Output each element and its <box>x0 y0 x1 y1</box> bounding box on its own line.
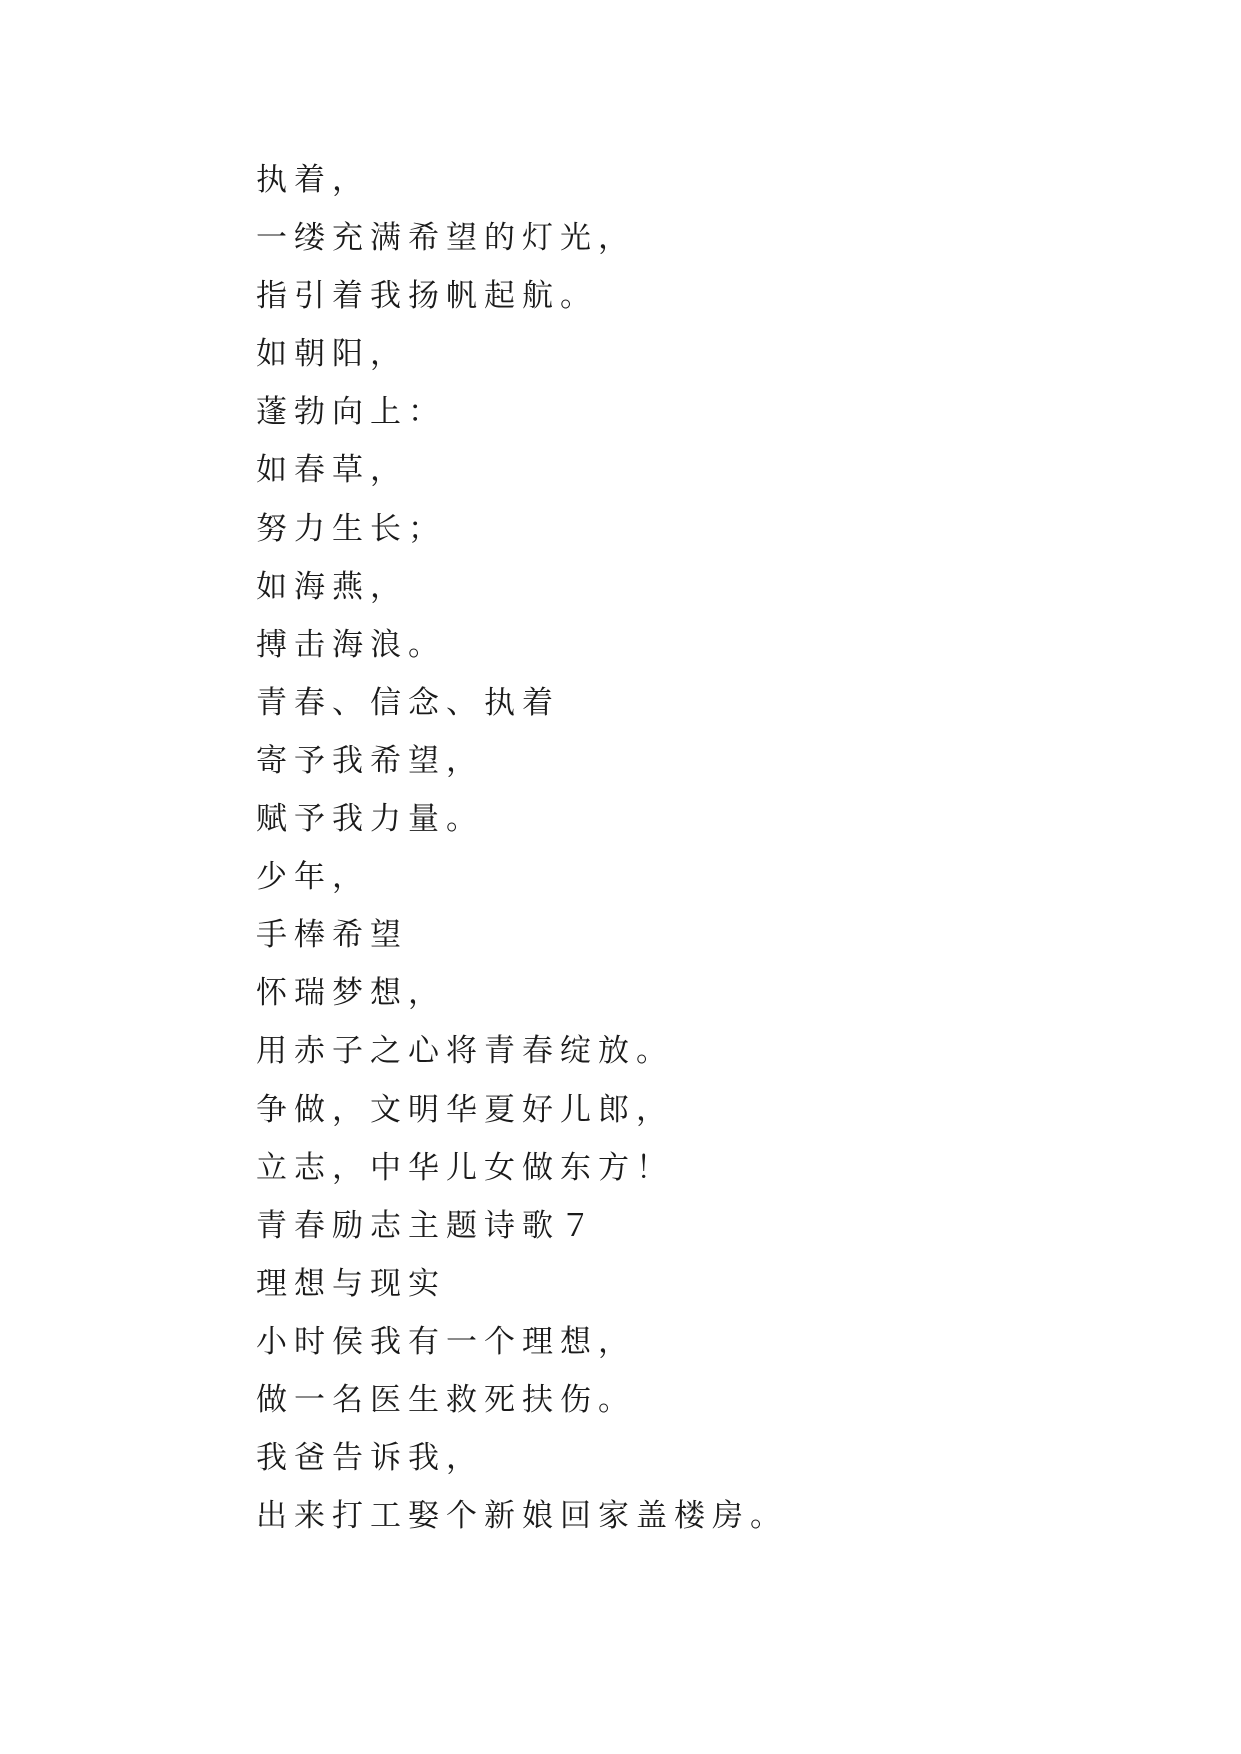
poem-line: 手棒希望 <box>256 917 408 954</box>
poem-line: 青春、信念、执着 <box>256 684 560 721</box>
poem-line: 用赤子之心将青春绽放。 <box>256 1033 674 1070</box>
poem-line: 搏击海浪。 <box>256 626 446 663</box>
poem-line: 寄予我希望， <box>256 742 484 779</box>
poem-line: 赋予我力量。 <box>256 801 484 838</box>
poem-line: 出来打工娶个新娘回家盖楼房。 <box>256 1498 788 1535</box>
poem-line: 争做，文明华夏好儿郎， <box>256 1091 674 1128</box>
poem-line: 我爸告诉我， <box>256 1440 484 1477</box>
poem-line: 做一名医生救死扶伤。 <box>256 1381 636 1418</box>
poem-line: 少年， <box>256 859 370 896</box>
poem-line: 蓬勃向上： <box>256 394 446 431</box>
poem-line: 如春草， <box>256 452 408 489</box>
poem-line: 如朝阳， <box>256 336 408 373</box>
poem-line: 如海燕， <box>256 568 408 605</box>
poem-text <box>256 160 1076 1554</box>
poem-line: 怀瑞梦想， <box>256 975 446 1012</box>
poem-line: 指引着我扬帆起航。 <box>256 278 598 315</box>
poem-line: 青春励志主题诗歌７ <box>256 1207 598 1244</box>
poem-line: 执着， <box>256 162 370 198</box>
poem-line: 一缕充满希望的灯光， <box>256 220 636 257</box>
poem-line: 理想与现实 <box>256 1265 446 1302</box>
poem-line: 立志，中华儿女做东方！ <box>256 1149 674 1186</box>
poem-line: 努力生长； <box>256 510 446 547</box>
poem-line: 小时侯我有一个理想， <box>256 1323 636 1360</box>
